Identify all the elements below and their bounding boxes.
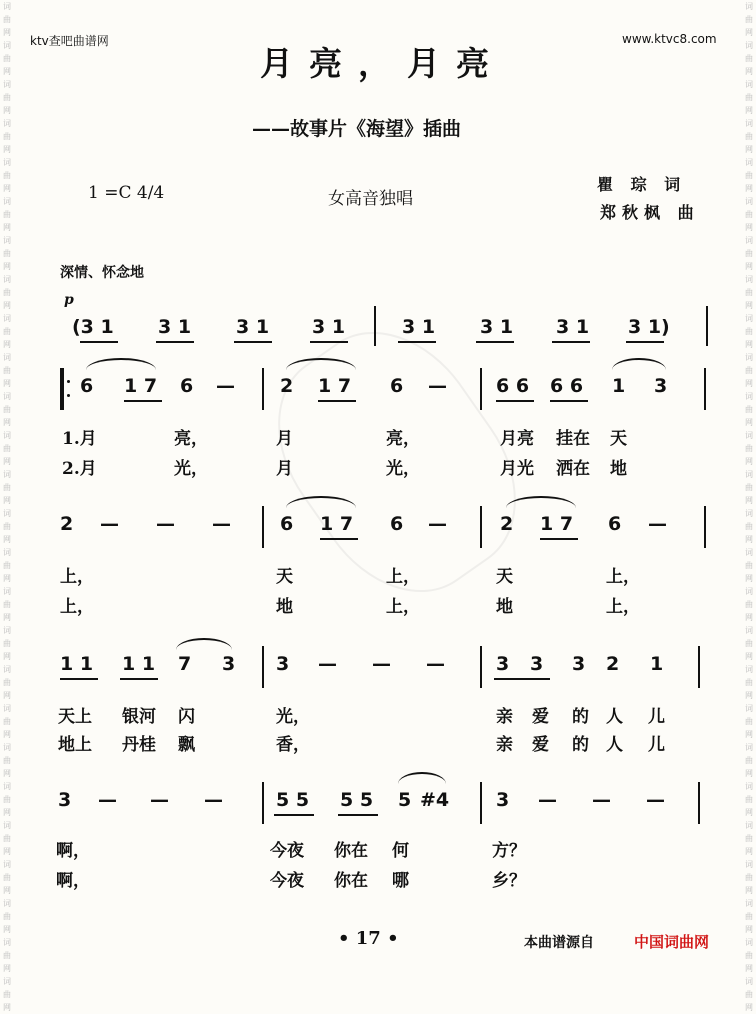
bar-line <box>704 506 706 548</box>
lyric: 今夜 <box>270 841 304 861</box>
lyric: 乡？ <box>492 871 526 891</box>
note-group: (3 1 <box>72 316 114 338</box>
note: 7 <box>178 653 192 675</box>
repeat-start-bar <box>60 368 64 410</box>
bar-line <box>480 782 482 824</box>
lyric: 亮， <box>386 429 420 449</box>
lyric: 挂在 <box>556 429 590 449</box>
note: 2 <box>60 513 74 535</box>
lyric: 光， <box>174 459 208 479</box>
note-group: 3 1 <box>236 316 270 338</box>
lyric: 哪 <box>392 871 409 891</box>
note: 6 <box>180 375 194 397</box>
page-number: • 17 • <box>338 928 399 949</box>
note: 5 <box>398 789 412 811</box>
lyric: 人 <box>606 707 623 727</box>
slur <box>506 496 576 508</box>
note-group: 3 1 <box>312 316 346 338</box>
dash: — <box>212 513 231 535</box>
lyric: 光， <box>386 459 420 479</box>
lyric: 的 <box>572 707 589 727</box>
slur <box>176 638 232 650</box>
beam-line <box>540 538 578 540</box>
lyric: 啊， <box>56 841 90 861</box>
repeat-dot <box>67 394 70 397</box>
lyric: 你在 <box>334 841 368 861</box>
bar-line <box>262 782 264 824</box>
slur <box>86 358 156 370</box>
beam-line <box>318 400 356 402</box>
beam-line <box>156 341 194 343</box>
lyric: 今夜 <box>270 871 304 891</box>
lyric: 的 <box>572 735 589 755</box>
lyric: 飘 <box>178 735 195 755</box>
lyric: 天上 <box>58 707 92 727</box>
lyric: 1.月 <box>62 429 97 449</box>
beam-line <box>338 814 378 816</box>
dash: — <box>100 513 119 535</box>
note: 3 <box>58 789 72 811</box>
lyric: 上， <box>386 567 420 587</box>
note-group: 3 1 <box>556 316 590 338</box>
lyric: 人 <box>606 735 623 755</box>
dash: — <box>428 375 447 397</box>
lyric: 天 <box>610 429 627 449</box>
dash: — <box>426 653 445 675</box>
dash: — <box>538 789 557 811</box>
beam-line <box>550 400 588 402</box>
note: 2 <box>500 513 514 535</box>
beam-line <box>320 538 358 540</box>
note: 3 <box>276 653 290 675</box>
bar-line <box>262 506 264 548</box>
lyric: 天 <box>276 567 293 587</box>
beam-line <box>274 814 314 816</box>
note-group: 1 1 <box>60 653 94 675</box>
lyric: 亲 <box>496 707 513 727</box>
beam-line <box>60 678 98 680</box>
dash: — <box>318 653 337 675</box>
dash: — <box>204 789 223 811</box>
dash: — <box>216 375 235 397</box>
dash: — <box>592 789 611 811</box>
lyric: 亮， <box>174 429 208 449</box>
note-group: 1 7 <box>320 513 354 535</box>
note-group: 3 1 <box>158 316 192 338</box>
note-group: 6 6 <box>496 375 530 397</box>
lyric: 方？ <box>492 841 526 861</box>
note: 1 <box>612 375 626 397</box>
lyric: 上， <box>606 597 640 617</box>
lyric: 天 <box>496 567 513 587</box>
note: 6 <box>80 375 94 397</box>
bar-line <box>698 782 700 824</box>
note: 1 <box>650 653 664 675</box>
lyric: 丹桂 <box>122 735 156 755</box>
note-group: 3 1 <box>480 316 514 338</box>
bar-line <box>706 306 708 346</box>
beam-line <box>310 341 348 343</box>
lyric: 上， <box>386 597 420 617</box>
lyric: 光， <box>276 707 310 727</box>
lyric: 闪 <box>178 707 195 727</box>
footer-source-site[interactable]: 中国词曲网 <box>634 933 710 951</box>
note-group: 5 5 <box>340 789 374 811</box>
lyric: 洒在 <box>556 459 590 479</box>
note: 6 <box>608 513 622 535</box>
lyric: 地 <box>276 597 293 617</box>
note: 3 <box>496 653 510 675</box>
note-group: 3 1 <box>402 316 436 338</box>
slur <box>612 358 666 370</box>
lyric: 爱 <box>532 735 549 755</box>
dynamic-marking: p <box>64 292 74 308</box>
lyric: 香， <box>276 735 310 755</box>
note-group: 5 5 <box>276 789 310 811</box>
song-subtitle: ——故事片《海望》插曲 <box>252 118 462 140</box>
bar-line <box>374 306 376 346</box>
dash: — <box>98 789 117 811</box>
lyric: 何 <box>392 841 409 861</box>
dash: — <box>428 513 447 535</box>
slur <box>398 772 446 784</box>
note: 6 <box>280 513 294 535</box>
note: 3 <box>222 653 236 675</box>
lyric: 地上 <box>58 735 92 755</box>
beam-line <box>120 678 158 680</box>
dash: — <box>156 513 175 535</box>
note-group: 6 6 <box>550 375 584 397</box>
beam-line <box>234 341 272 343</box>
footer-source-label: 本曲谱源自 <box>524 935 594 951</box>
lyric: 月光 <box>500 459 534 479</box>
note: 3 <box>572 653 586 675</box>
dash: — <box>150 789 169 811</box>
note: 3 <box>530 653 544 675</box>
bar-line <box>480 506 482 548</box>
side-strip-right: 词曲网 词曲网 词曲网 词曲网 词曲网 词曲网 词曲网 词曲网 词曲网 词曲网 词曲网 词曲网 词曲网 词曲网 词曲网 词曲网 词曲网 词曲网 词曲网 词曲网 词曲网 词曲网 词曲网 词曲网 词曲网 词曲网 <box>745 2 753 1012</box>
lyric: 儿 <box>648 735 665 755</box>
lyric: 2.月 <box>62 459 97 479</box>
beam-line <box>626 341 664 343</box>
lyric: 啊， <box>56 871 90 891</box>
beam-line <box>496 400 534 402</box>
lyric: 月亮 <box>500 429 534 449</box>
beam-line <box>552 341 590 343</box>
lyric: 月 <box>276 459 293 479</box>
bar-line <box>704 368 706 410</box>
key-signature: 1 =C 4/4 <box>88 183 165 203</box>
composer-credit: 郑秋枫 曲 <box>600 203 700 222</box>
bar-line <box>480 368 482 410</box>
bar-line <box>480 646 482 688</box>
lyricist-credit: 瞿 琮 词 <box>597 175 687 194</box>
note-group: 1 7 <box>540 513 574 535</box>
beam-line <box>80 341 118 343</box>
beam-line <box>124 400 162 402</box>
bar-line <box>698 646 700 688</box>
note: 6 <box>390 513 404 535</box>
note: 6 <box>390 375 404 397</box>
lyric: 月 <box>276 429 293 449</box>
note: 2 <box>606 653 620 675</box>
side-strip-left: 词曲网 词曲网 词曲网 词曲网 词曲网 词曲网 词曲网 词曲网 词曲网 词曲网 词曲网 词曲网 词曲网 词曲网 词曲网 词曲网 词曲网 词曲网 词曲网 词曲网 词曲网 词曲网 词曲网 词曲网 词曲网 词曲网 <box>3 2 11 1012</box>
note-group: 3 1) <box>628 316 670 338</box>
repeat-dot <box>67 380 70 383</box>
lyric: 上， <box>60 567 94 587</box>
note: 2 <box>280 375 294 397</box>
dash: — <box>372 653 391 675</box>
note: 3 <box>654 375 668 397</box>
lyric: 地 <box>496 597 513 617</box>
beam-line <box>476 341 514 343</box>
note-group: 1 1 <box>122 653 156 675</box>
song-title: 月亮，月亮 <box>260 44 505 83</box>
lyric: 上， <box>606 567 640 587</box>
bar-line <box>262 646 264 688</box>
lyric: 银河 <box>122 707 156 727</box>
bar-line <box>262 368 264 410</box>
note-group: 1 7 <box>124 375 158 397</box>
note: 3 <box>496 789 510 811</box>
lyric: 上， <box>60 597 94 617</box>
site-label-right[interactable]: www.ktvc8.com <box>622 32 717 46</box>
tempo-marking: 深情、怀念地 <box>60 265 144 281</box>
note-sharp: #4 <box>420 789 450 811</box>
lyric: 地 <box>610 459 627 479</box>
site-label-left[interactable]: ktv查吧曲谱网 <box>30 34 109 48</box>
lyric: 儿 <box>648 707 665 727</box>
beam-line <box>494 678 550 680</box>
lyric: 你在 <box>334 871 368 891</box>
performance-type: 女高音独唱 <box>328 189 413 209</box>
note-group: 1 7 <box>318 375 352 397</box>
dash: — <box>646 789 665 811</box>
dash: — <box>648 513 667 535</box>
beam-line <box>398 341 436 343</box>
lyric: 亲 <box>496 735 513 755</box>
lyric: 爱 <box>532 707 549 727</box>
